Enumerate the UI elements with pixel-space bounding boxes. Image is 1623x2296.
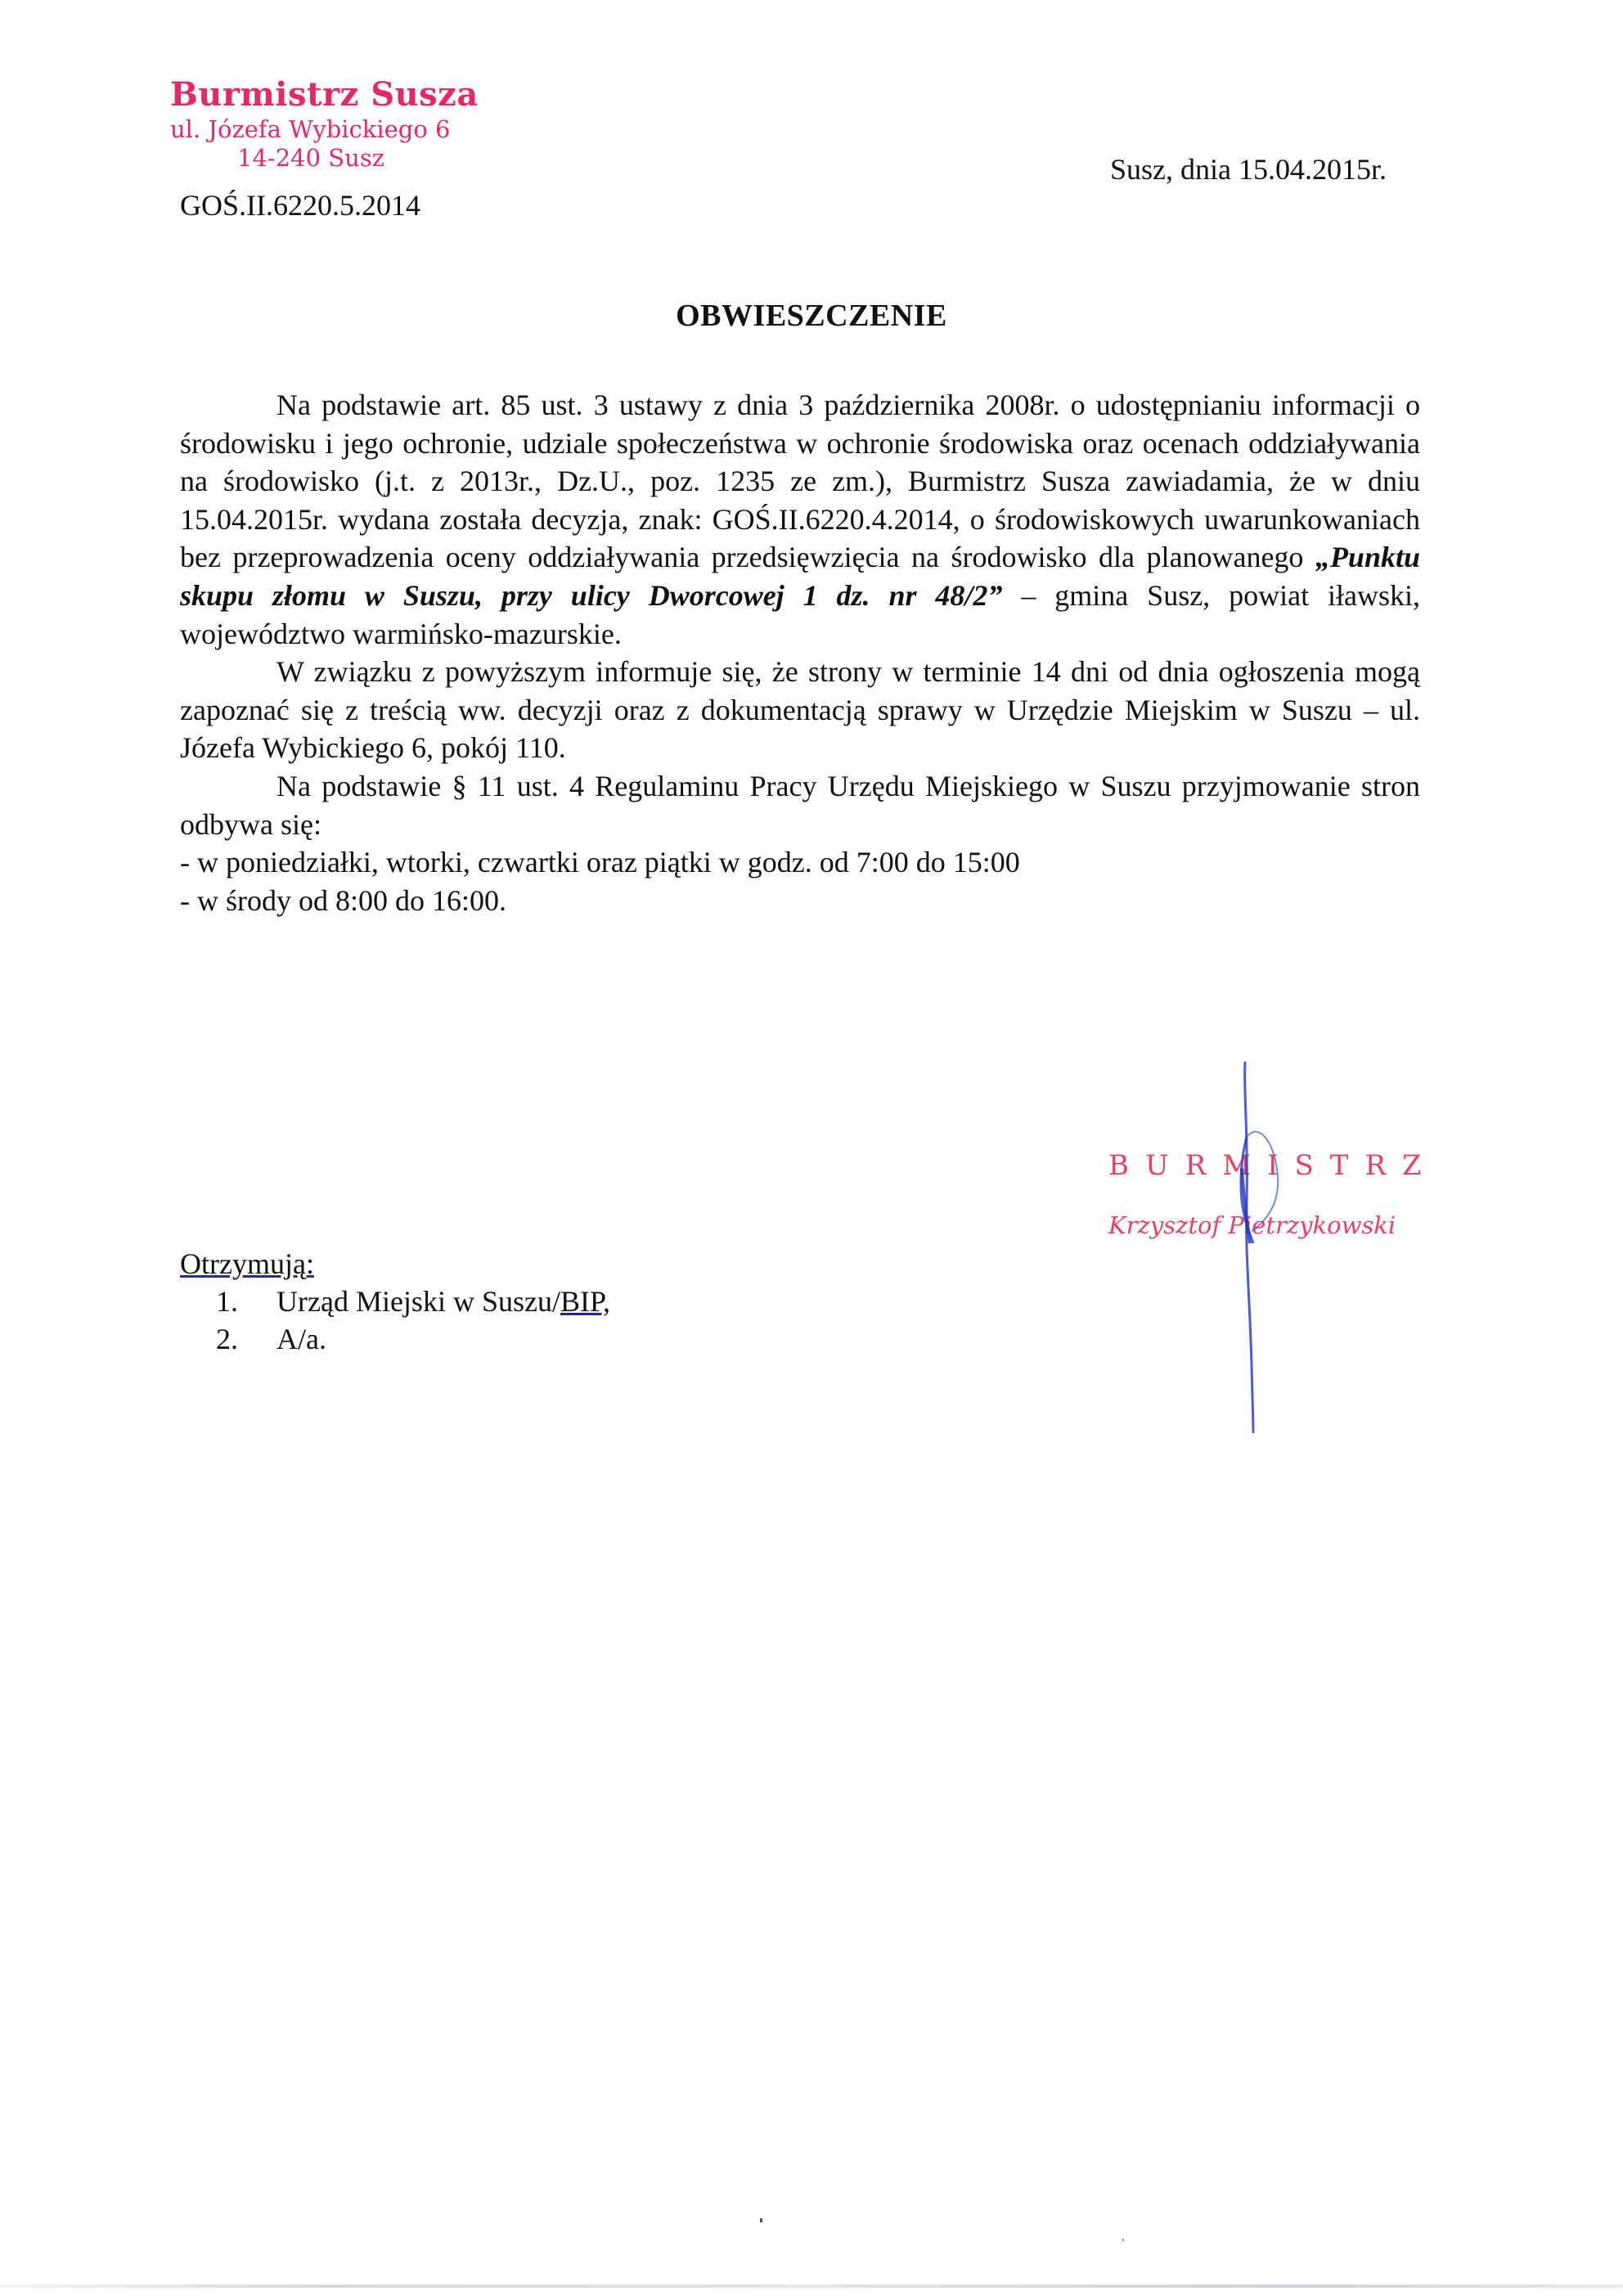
stamp-postcode: 14-240 Susz: [237, 144, 384, 172]
recipient-number: 1.: [216, 1285, 238, 1318]
signature-office: BURMISTRZ: [1108, 1149, 1438, 1182]
project-name: „Punktu skupu złomu w Suszu, przy ulicy Dworcowej 1 dz. nr 48/2”: [180, 541, 1420, 612]
recipient-item: [180, 1283, 610, 1320]
document-title: OBWIESZCZENIE: [676, 299, 947, 333]
place-date: Susz, dnia 15.04.2015r.: [1110, 153, 1387, 186]
document-body: [180, 386, 1420, 919]
recipients: [180, 1245, 610, 1358]
stamp-street: ul. Józefa Wybickiego 6: [170, 115, 451, 143]
scan-edge: [0, 2285, 1623, 2288]
paragraph-notice-location: – gmina Susz, powiat iławski, województwo warmińsko-mazurskie.: [180, 578, 1420, 650]
scan-speck: [760, 2218, 762, 2222]
paragraph-notice-text: Na podstawie art. 85 ust. 3 ustawy z dnia 3 października 2008r. o udostępnianiu informacji o środowisku i jego ochronie, udziale społeczeństwa w ochronie środowiska oraz ocenach oddziaływania na środowisko (j.t. z 2013r., Dz.U., poz. 1235 ze zm.), Burmistrz Susza zawiadamia, że w dniu 15.04.2015r. wydana została decyzja, znak: GOŚ.II.6220.4.2014, o środowiskowych uwarunkowaniach bez przeprowadzenia oceny oddziaływania przedsięwzięcia na środowisko dla planowanego: [180, 389, 1420, 574]
scan-speck: [1122, 2239, 1124, 2241]
recipient-text: Urząd Miejski w Suszu/: [276, 1285, 560, 1318]
recipient-text: A/a.: [276, 1323, 326, 1355]
handwritten-signature: [1227, 1055, 1325, 1440]
reference-number: GOŚ.II.6220.5.2014: [180, 189, 420, 222]
recipient-bip: BIP,: [560, 1285, 610, 1318]
paragraph-access: W związku z powyższym informuje się, że strony w terminie 14 dni od dnia ogłoszenia mogą zapoznać się z treścią ww. decyzji oraz z dokumentacją sprawy w Urzędzie Miejskim w Suszu – ul. Józefa Wybickiego 6, pokój 110.: [180, 655, 1420, 765]
paragraph-hours-intro: Na podstawie § 11 ust. 4 Regulaminu Pracy Urzędu Miejskiego w Suszu przyjmowanie stron odbywa się:: [180, 769, 1420, 841]
recipients-header: Otrzymują:: [180, 1247, 314, 1280]
paragraph-notice: [180, 386, 1420, 653]
hours-line: - w środy od 8:00 do 16:00.: [180, 883, 506, 917]
recipient-number: 2.: [216, 1323, 238, 1355]
stamp-office: Burmistrz Susza: [170, 75, 479, 114]
hours-line: - w poniedziałki, wtorki, czwartki oraz piątki w godz. od 7:00 do 15:00: [180, 846, 1020, 879]
recipient-item: [180, 1320, 610, 1358]
sender-stamp: [170, 75, 479, 172]
signature-name: Krzysztof Pietrzykowski: [1108, 1211, 1396, 1239]
recipients-list: [180, 1283, 610, 1358]
